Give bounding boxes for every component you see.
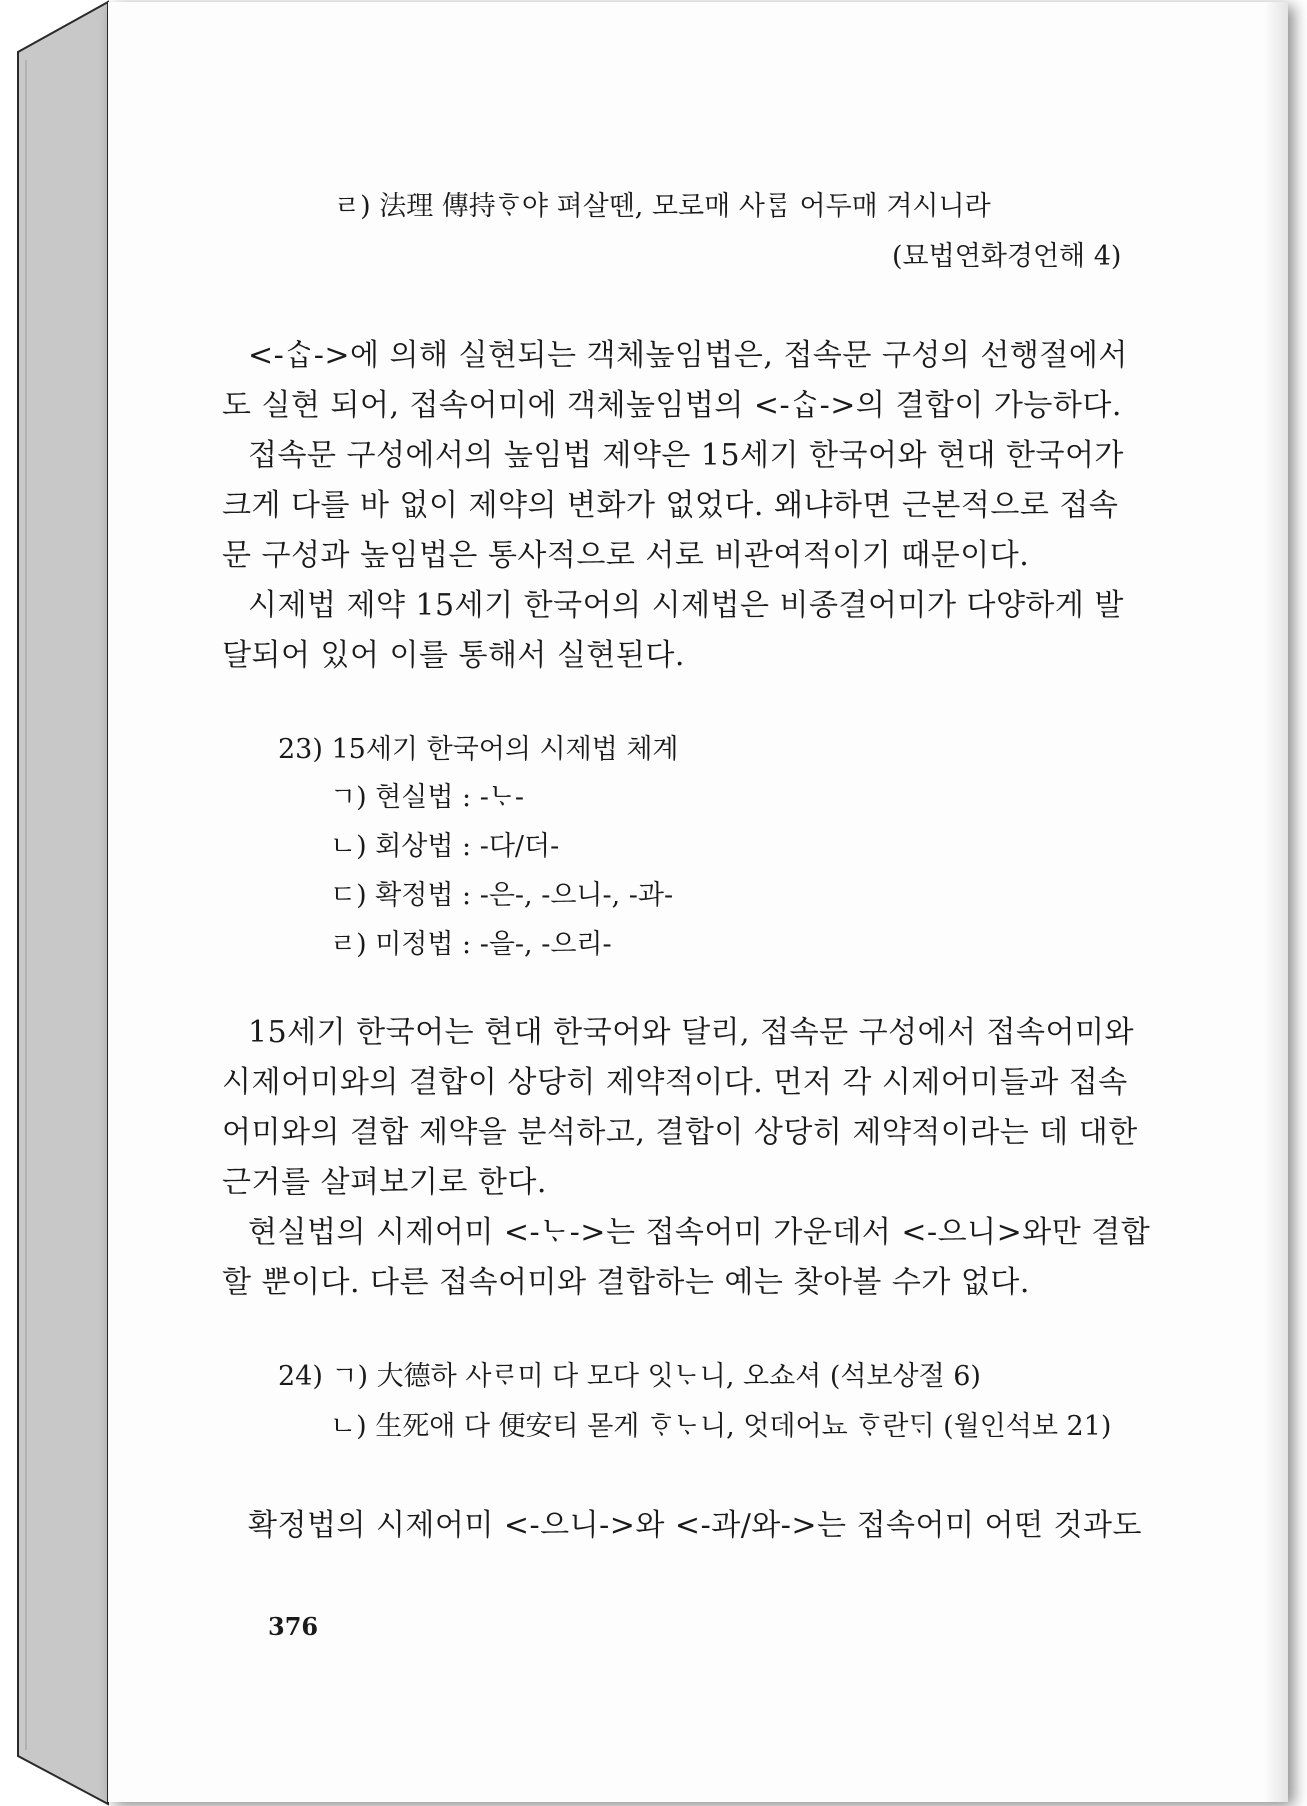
example-21-line: ㄹ) 法理 傳持ᄒᆞ야 펴살뗀, 모로매 사ᄅᆞᆷ 어두매 겨시니라 xyxy=(334,191,991,222)
book-page xyxy=(108,2,1288,1802)
page-number: 376 xyxy=(268,1612,319,1641)
example-23-item: ㄴ) 회상법 : -다/더- xyxy=(330,831,560,862)
paragraph-line: 문 구성과 높임법은 통사적으로 서로 비관여적이기 때문이다. xyxy=(222,538,1030,573)
paragraph-line: 근거를 살펴보기로 한다. xyxy=(222,1165,547,1200)
example-23-item: ㄹ) 미정법 : -을-, -으리- xyxy=(330,929,612,960)
paragraph-line: 시제법 제약 15세기 한국어의 시제법은 비종결어미가 다양하게 발 xyxy=(248,588,1124,623)
example-23-item: ㄷ) 확정법 : -은-, -으니-, -과- xyxy=(330,880,674,911)
paragraph-line: 현실법의 시제어미 <-ᄂᆞ->는 접속어미 가운데서 <-으니>와만 결합 xyxy=(248,1215,1151,1250)
paragraph-line: 크게 다를 바 없이 제약의 변화가 없었다. 왜냐하면 근본적으로 접속 xyxy=(222,488,1119,523)
example-24-line: ㄴ) 生死애 다 便安티 몯게 ᄒᆞᄂᆞ니, 엇데어뇨 ᄒᆞ란ᄃᆡ (월인석보 21) xyxy=(330,1411,1112,1442)
example-23-item: ㄱ) 현실법 : -ᄂᆞ- xyxy=(330,782,525,813)
example-23-title: 23) 15세기 한국어의 시제법 체계 xyxy=(278,734,679,765)
paragraph-line: 15세기 한국어는 현대 한국어와 달리, 접속문 구성에서 접속어미와 xyxy=(248,1015,1134,1050)
paragraph-line: 시제어미와의 결합이 상당히 제약적이다. 먼저 각 시제어미들과 접속 xyxy=(222,1065,1128,1100)
paragraph-line: 도 실현 되어, 접속어미에 객체높임법의 <-ᄉᆞᆸ->의 결합이 가능하다. xyxy=(222,388,1122,423)
paragraph-line: 어미와의 결합 제약을 분석하고, 결합이 상당히 제약적이라는 데 대한 xyxy=(222,1115,1138,1150)
paragraph-line: 접속문 구성에서의 높임법 제약은 15세기 한국어와 현대 한국어가 xyxy=(248,438,1124,473)
example-21-source: (묘법연화경언해 4) xyxy=(892,241,1122,272)
example-24-line: 24) ㄱ) 大德하 사ᄅᆞ미 다 모다 잇ᄂᆞ니, 오쇼셔 (석보상절 6) xyxy=(278,1361,981,1392)
paragraph-line: 달되어 있어 이를 통해서 실현된다. xyxy=(222,638,685,673)
paragraph-line: 할 뿐이다. 다른 접속어미와 결합하는 예는 찾아볼 수가 없다. xyxy=(222,1265,1030,1300)
paragraph-line: 확정법의 시제어미 <-으니->와 <-과/와->는 접속어미 어떤 것과도 xyxy=(248,1508,1142,1543)
paragraph-line: <-ᄉᆞᆸ->에 의해 실현되는 객체높임법은, 접속문 구성의 선행절에서 xyxy=(248,338,1128,373)
